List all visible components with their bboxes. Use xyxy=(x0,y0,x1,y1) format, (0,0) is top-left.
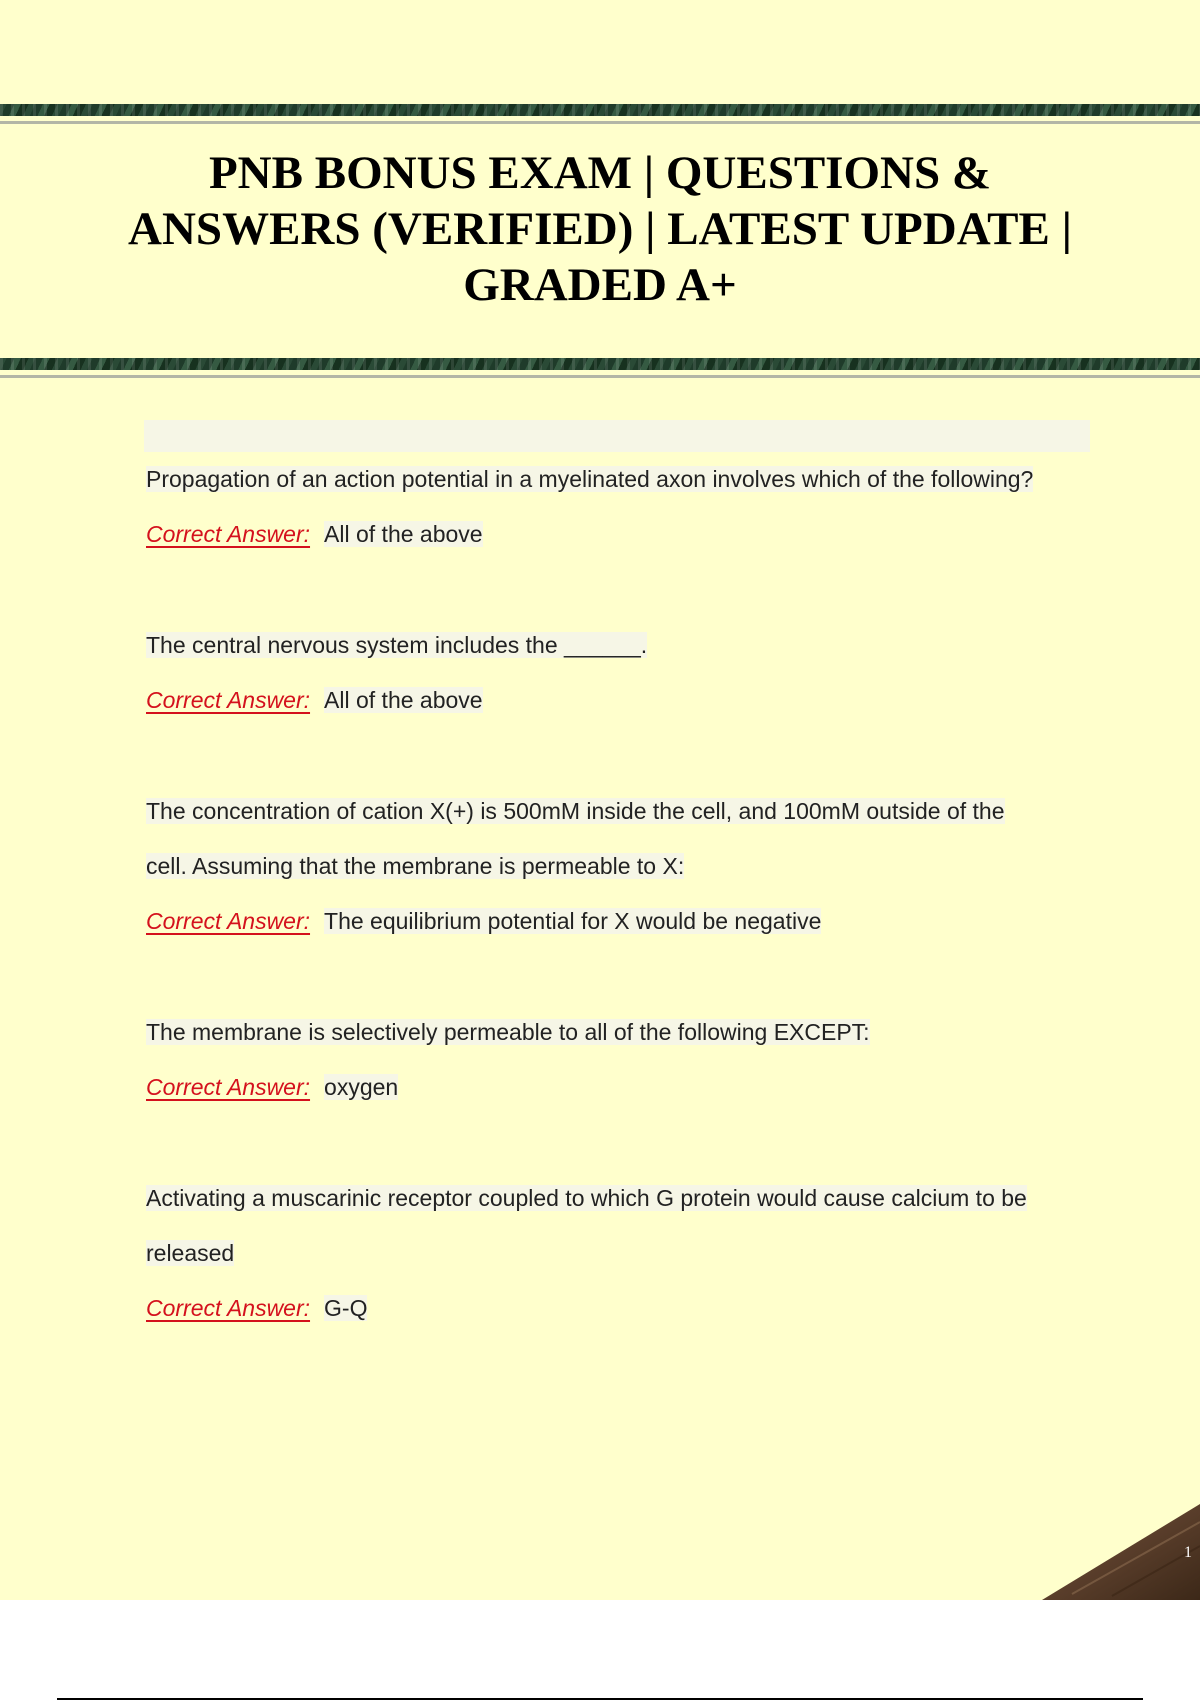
answer-text: oxygen xyxy=(324,1074,399,1100)
qa-item xyxy=(146,618,1090,728)
qa-item xyxy=(146,1005,1090,1115)
qa-item xyxy=(146,784,1090,949)
highlight-bar xyxy=(144,420,1090,452)
question-text: The membrane is selectively permeable to all of the following EXCEPT: xyxy=(146,1019,870,1045)
answer-text: All of the above xyxy=(324,521,483,547)
question-text-continued: released xyxy=(146,1240,235,1266)
answer-text: G-Q xyxy=(324,1295,368,1321)
question-text: Propagation of an action potential in a myelinated axon involves which of the following? xyxy=(146,466,1034,492)
answer-line xyxy=(146,1060,1090,1115)
header-bottom-border xyxy=(0,358,1200,378)
answer-text: All of the above xyxy=(324,687,483,713)
correct-answer-label: Correct Answer: xyxy=(146,521,311,547)
correct-answer-label: Correct Answer: xyxy=(146,1295,311,1321)
correct-answer-label: Correct Answer: xyxy=(146,1074,311,1100)
answer-text: The equilibrium potential for X would be negative xyxy=(324,908,822,934)
page-corner-decoration xyxy=(1042,1504,1200,1600)
question-text: The concentration of cation X(+) is 500mM inside the cell, and 100mM outside of the xyxy=(146,798,1005,824)
answer-line xyxy=(146,1281,1090,1336)
answer-line xyxy=(146,507,1090,562)
answer-line xyxy=(146,894,1090,949)
correct-answer-label: Correct Answer: xyxy=(146,908,311,934)
qa-item xyxy=(146,1171,1090,1336)
correct-answer-label: Correct Answer: xyxy=(146,687,311,713)
qa-item xyxy=(146,452,1090,562)
header-top-border xyxy=(0,104,1200,124)
page-number: 1 xyxy=(1184,1544,1192,1561)
answer-line xyxy=(146,673,1090,728)
question-text-continued: cell. Assuming that the membrane is permeable to X: xyxy=(146,853,685,879)
qa-list xyxy=(146,420,1090,1336)
question-text: The central nervous system includes the ______. xyxy=(146,632,648,658)
question-text: Activating a muscarinic receptor coupled to which G protein would cause calcium to be xyxy=(146,1185,1027,1211)
document-title: PNB BONUS EXAM | QUESTIONS & ANSWERS (VERIFIED) | LATEST UPDATE | GRADED A+ xyxy=(128,147,1072,311)
